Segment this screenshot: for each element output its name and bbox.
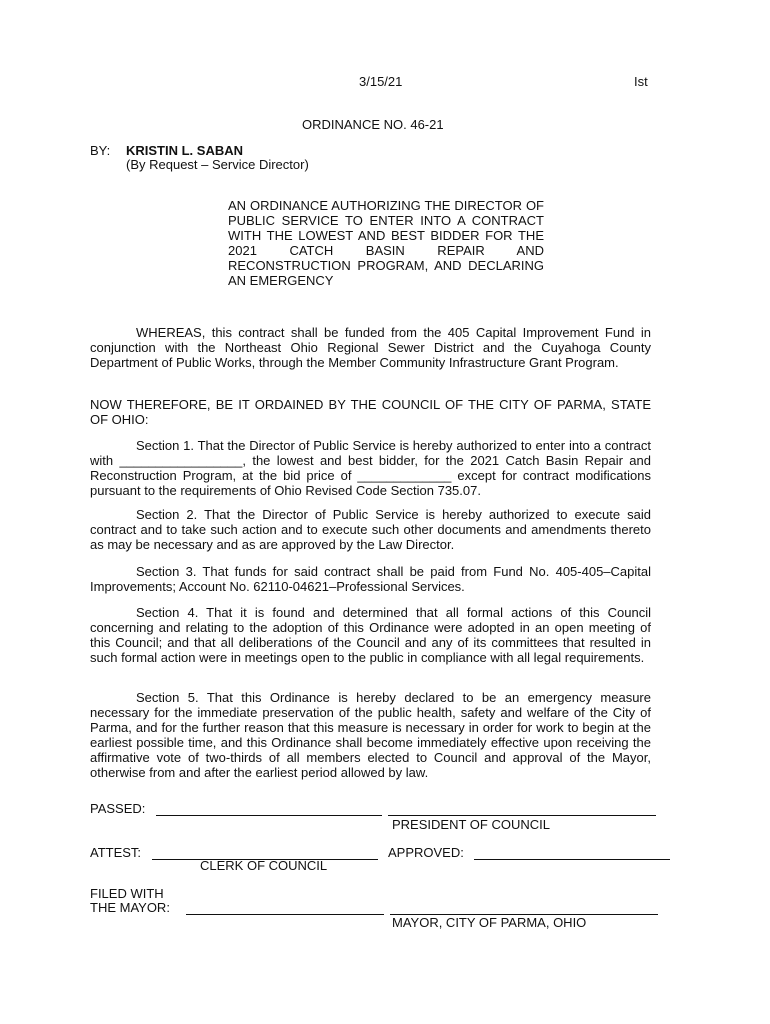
filed-label-line1: FILED WITH	[90, 886, 164, 901]
section-1: Section 1. That the Director of Public Service is hereby authorized to enter into a contract with _________________, the lowest and best bidder, for the 2021 Catch Basin Repair and Reconstruction Program, at the bid price of _____________ except for contract modifications pursuant to the requirements of Ohio Revised Code Section 735.07.	[90, 438, 651, 498]
clerk-label: CLERK OF COUNCIL	[200, 858, 328, 873]
ordinance-title: AN ORDINANCE AUTHORIZING THE DIRECTOR OF PUBLIC SERVICE TO ENTER INTO A CONTRACT WITH THE LOWEST AND BEST BIDDER FOR THE 2021 CATCH BASIN REPAIR AND RECONSTRUCTION PROGRAM, AND DECLARING AN EMERGENCY	[228, 198, 544, 288]
reading-label: Ist	[634, 74, 648, 89]
whereas-clause: WHEREAS, this contract shall be funded from the 405 Capital Improvement Fund in conjunction with the Northeast Ohio Regional Sewer District and the Cuyahoga County Department of Public Works, through the Member Community Infrastructure Grant Program.	[90, 325, 651, 370]
sponsor-request: (By Request – Service Director)	[126, 157, 309, 172]
filed-signature-line	[186, 914, 384, 915]
passed-signature-line	[156, 815, 382, 816]
approved-signature-line	[474, 859, 670, 860]
president-label: PRESIDENT OF COUNCIL	[392, 817, 550, 832]
section-2: Section 2. That the Director of Public Service is hereby authorized to execute said contract and to take such action and to execute such other documents and amendments thereto as may be necessary and as are approved by the Law Director.	[90, 507, 651, 552]
passed-label: PASSED:	[90, 801, 146, 816]
president-signature-line	[388, 815, 656, 816]
filed-label-line2: THE MAYOR:	[90, 900, 170, 915]
section-4: Section 4. That it is found and determined that all formal actions of this Council concerning and relating to the adoption of this Ordinance were adopted in an open meeting of this Council; and that all deliberations of the Council and any of its committees that resulted in such formal action were in meetings open to the public in compliance with all legal requirements.	[90, 605, 651, 665]
sponsor-name: KRISTIN L. SABAN	[126, 143, 243, 158]
ordained-clause: NOW THEREFORE, BE IT ORDAINED BY THE COUNCIL OF THE CITY OF PARMA, STATE OF OHIO:	[90, 397, 651, 427]
approved-label: APPROVED:	[388, 845, 464, 860]
sponsor-by-label: BY:	[90, 143, 111, 158]
ordinance-number: ORDINANCE NO. 46-21	[302, 117, 444, 132]
document-date: 3/15/21	[359, 74, 403, 89]
section-3: Section 3. That funds for said contract shall be paid from Fund No. 405-405–Capital Improvements; Account No. 62110-04621–Professional Services.	[90, 564, 651, 594]
mayor-label: MAYOR, CITY OF PARMA, OHIO	[392, 915, 587, 930]
attest-label: ATTEST:	[90, 845, 142, 860]
section-5: Section 5. That this Ordinance is hereby declared to be an emergency measure necessary for the immediate preservation of the public health, safety and welfare of the City of Parma, and for the further reason that this measure is necessary in order for work to begin at the earliest possible time, and this Ordinance shall become immediately effective upon receiving the affirmative vote of two-thirds of all members elected to Council and approval of the Mayor, otherwise from and after the earliest period allowed by law.	[90, 690, 651, 780]
